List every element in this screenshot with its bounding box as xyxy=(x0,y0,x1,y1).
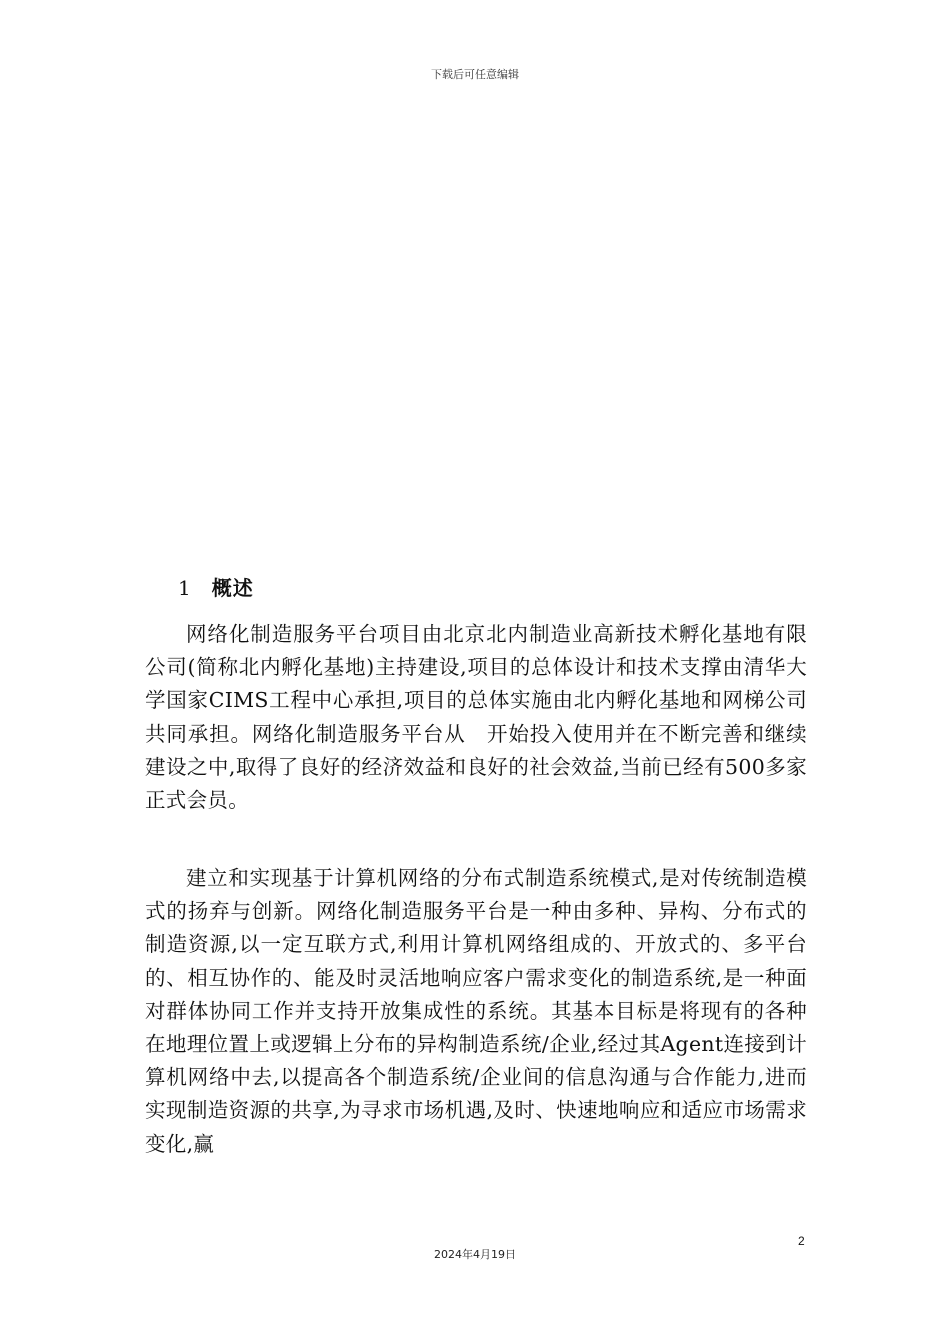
section-heading xyxy=(178,572,254,601)
page-number: 2 xyxy=(798,1234,805,1248)
section-title: 概述 xyxy=(211,576,254,600)
page-header-note: 下载后可任意编辑 xyxy=(431,68,519,81)
body-paragraph-2: 建立和实现基于计算机网络的分布式制造系统模式,是对传统制造模式的扬弃与创新。网络化制造服务平台是一种由多种、异构、分布式的制造资源,以一定互联方式,利用计算机网络组成的、开放式的、多平台的、相互协作的、能及时灵活地响应客户需求变化的制造系统,是一种面对群体协同工作并支持开放集成性的系统。其基本目标是将现有的各种在地理位置上或逻辑上分布的异构制造系统/企业,经过其Agent连接到计算机网络中去,以提高各个制造系统/企业间的信息沟通与合作能力,进而实现制造资源的共享,为寻求市场机遇,及时、快速地响应和适应市场需求变化,赢 xyxy=(145,866,807,1156)
footer-date: 2024年4月19日 xyxy=(434,1248,516,1261)
section-number: 1 xyxy=(178,576,192,600)
body-paragraph-1: 网络化制造服务平台项目由北京北内制造业高新技术孵化基地有限公司(简称北内孵化基地)主持建设,项目的总体设计和技术支撑由清华大学国家CIMS工程中心承担,项目的总体实施由北内孵化基地和网梯公司共同承担。网络化制造服务平台从 开始投入使用并在不断完善和继续建设之中,取得了良好的经济效益和良好的社会效益,当前已经有500多家正式会员。 xyxy=(145,622,807,813)
